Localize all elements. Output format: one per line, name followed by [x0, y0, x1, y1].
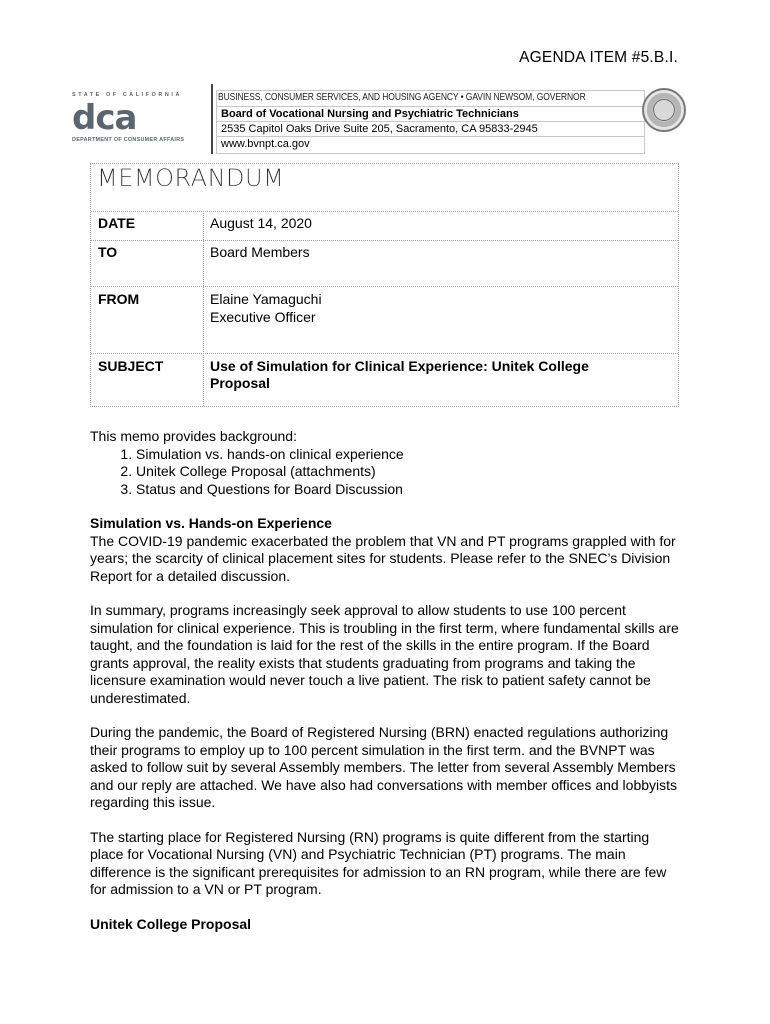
- date-label: DATE: [98, 215, 136, 231]
- date-value: August 14, 2020: [210, 215, 312, 231]
- seal-center: [653, 99, 675, 121]
- board-name: Board of Vocational Nursing and Psychiatric Technicians: [221, 108, 519, 120]
- table-rule: [91, 286, 678, 287]
- logo-dept-text: DEPARTMENT OF CONSUMER AFFAIRS: [72, 137, 185, 143]
- list-item: 2. Unitek College Proposal (attachments): [136, 463, 680, 481]
- to-value: Board Members: [210, 244, 310, 260]
- letterhead: [72, 84, 686, 156]
- section-heading-simulation: Simulation vs. Hands-on Experience: [90, 515, 332, 531]
- info-divider: [217, 136, 644, 137]
- info-divider: [217, 121, 644, 122]
- info-divider: [217, 106, 644, 107]
- section-heading-unitek: Unitek College Proposal: [90, 915, 252, 932]
- subject-line-2: Proposal: [210, 375, 270, 391]
- memo-title: MEMORANDUM: [97, 164, 285, 192]
- from-title: Executive Officer: [210, 309, 316, 325]
- dca-logo: [72, 92, 202, 144]
- logo-state-text: STATE OF CALIFORNIA: [72, 92, 182, 98]
- list-item: 1. Simulation vs. hands-on clinical experience: [136, 446, 680, 464]
- memo-body: [90, 428, 680, 933]
- paragraph: During the pandemic, the Board of Registered Nursing (BRN) enacted regulations authorizing their programs to employ up to 100 percent simulation in the first term. and the BVNPT was asked to follow suit by several Assembly members. The letter from several Assembly Members and our reply are attached. We have also had conversations with member offices and lobbyists regarding this issue.: [90, 724, 678, 810]
- agency-line: BUSINESS, CONSUMER SERVICES, AND HOUSING AGENCY • GAVIN NEWSOM, GOVERNOR: [218, 92, 586, 103]
- board-address: 2535 Capitol Oaks Drive Suite 205, Sacramento, CA 95833-2945: [221, 123, 538, 135]
- board-info-box: [216, 90, 645, 154]
- paragraph: In summary, programs increasingly seek approval to allow students to use 100 percent simulation for clinical experience. This is troubling in the first term, where fundamental skills are taught, and the foundation is laid for the rest of the skills in the entire program. If the Board grants approval, the reality exists that students graduating from programs and taking the licensure examination would never touch a live patient. The risk to patient safety cannot be underestimated.: [90, 602, 679, 706]
- subject-label: SUBJECT: [98, 358, 164, 374]
- table-rule: [91, 240, 678, 241]
- paragraph: The starting place for Registered Nursing (RN) programs is quite different from the starting place for Vocational Nursing (VN) and Psychiatric Technician (PT) programs. The main difference is the significant prerequisites for admission to an RN program, while there are few for admission to a VN or PT program.: [90, 828, 667, 897]
- from-name: Elaine Yamaguchi: [210, 291, 322, 307]
- intro-text: This memo provides background:: [90, 428, 297, 444]
- letterhead-divider: [211, 84, 213, 154]
- background-list: [90, 446, 680, 499]
- to-label: TO: [98, 244, 118, 260]
- board-website: www.bvnpt.ca.gov: [221, 138, 310, 150]
- paragraph: The COVID-19 pandemic exacerbated the problem that VN and PT programs grappled with for years; the scarcity of clinical placement sites for students. Please refer to the SNEC’s Division Report for a detailed discussion.: [90, 532, 676, 584]
- logo-mark: dca: [72, 98, 137, 138]
- state-seal-icon: [642, 88, 686, 132]
- memo-header-table: [90, 163, 679, 407]
- from-label: FROM: [98, 291, 140, 307]
- subject-line-1: Use of Simulation for Clinical Experience: Unitek College: [210, 358, 589, 374]
- table-rule: [91, 211, 678, 212]
- list-item: 3. Status and Questions for Board Discussion: [136, 481, 680, 499]
- agenda-item-label: AGENDA ITEM #5.B.I.: [519, 49, 678, 66]
- table-rule: [91, 353, 678, 354]
